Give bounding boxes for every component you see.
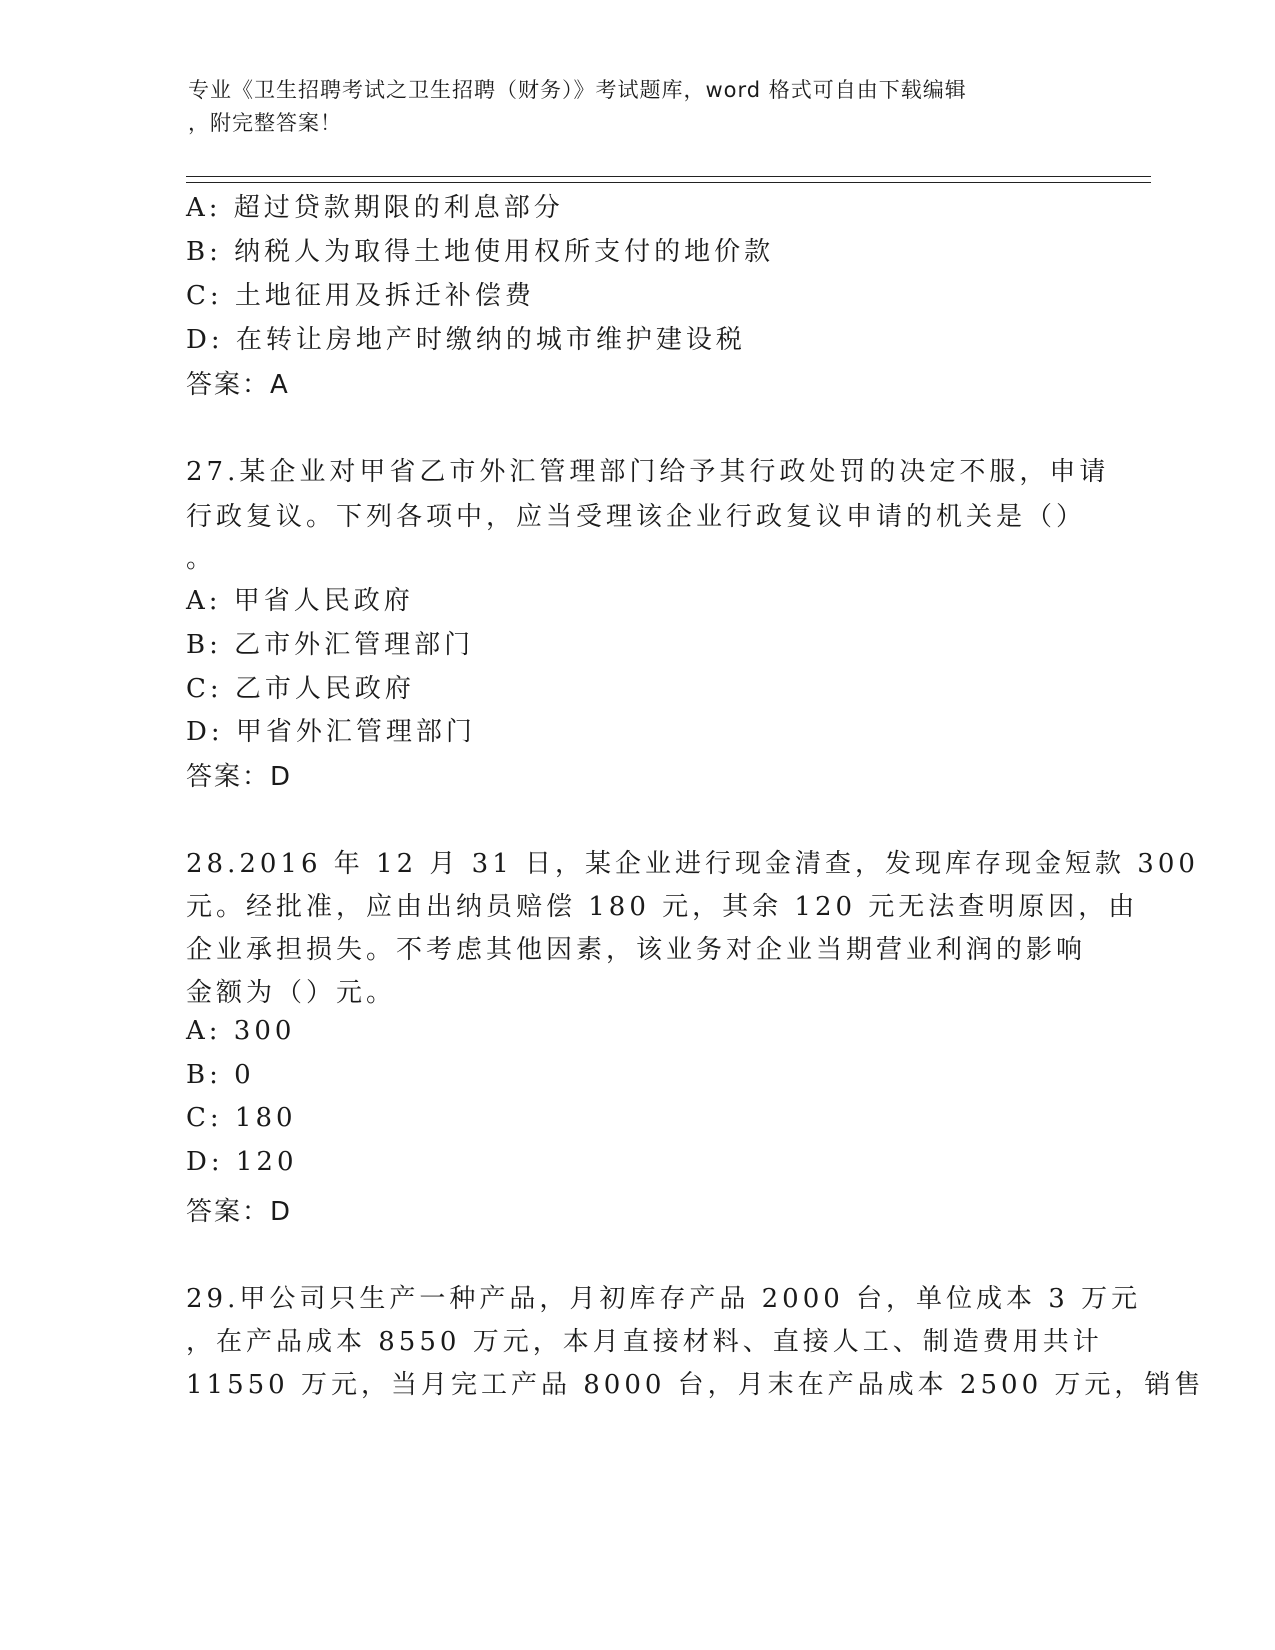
q28-stem-line-4: 金额为（）元。 bbox=[186, 978, 397, 1008]
q28-option-b: B: 0 bbox=[186, 1060, 255, 1090]
q27-answer: 答案：D bbox=[186, 762, 293, 792]
q26-option-b: B: 纳税人为取得土地使用权所支付的地价款 bbox=[186, 237, 775, 267]
q27-option-c: C: 乙市人民政府 bbox=[186, 674, 415, 704]
q29-stem-line-3: 11550 万元，当月完工产品 8000 台，月末在产品成本 2500 万元，销售 bbox=[186, 1370, 1205, 1400]
q28-stem-line-3: 企业承担损失。不考虑其他因素，该业务对企业当期营业利润的影响 bbox=[186, 935, 1087, 965]
q28-option-a: A: 300 bbox=[186, 1016, 296, 1046]
q26-option-c: C: 土地征用及拆迁补偿费 bbox=[186, 281, 535, 311]
q28-answer: 答案：D bbox=[186, 1197, 293, 1227]
q26-answer: 答案：A bbox=[186, 370, 290, 400]
q29-stem-line-1: 29.甲公司只生产一种产品，月初库存产品 2000 台，单位成本 3 万元 bbox=[186, 1284, 1142, 1314]
q27-stem-line-2: 行政复议。下列各项中，应当受理该企业行政复议申请的机关是（） bbox=[186, 502, 1087, 532]
q28-option-d: D: 120 bbox=[186, 1147, 298, 1177]
document-header bbox=[188, 74, 1088, 140]
q26-option-d: D: 在转让房地产时缴纳的城市维护建设税 bbox=[186, 325, 746, 355]
q28-option-c: C: 180 bbox=[186, 1103, 297, 1133]
q27-stem-line-1: 27.某企业对甲省乙市外汇管理部门给予其行政处罚的决定不服，申请 bbox=[186, 457, 1110, 487]
q27-option-b: B: 乙市外汇管理部门 bbox=[186, 630, 475, 660]
q27-option-d: D: 甲省外汇管理部门 bbox=[186, 717, 476, 747]
header-line-2: ，附完整答案！ bbox=[188, 111, 342, 135]
q27-option-a: A: 甲省人民政府 bbox=[186, 586, 414, 616]
header-line-1: 专业《卫生招聘考试之卫生招聘（财务）》考试题库，word 格式可自由下载编辑 bbox=[188, 78, 967, 102]
q28-stem-line-1: 28.2016 年 12 月 31 日，某企业进行现金清查，发现库存现金短款 300 bbox=[186, 849, 1199, 879]
header-divider-bottom bbox=[186, 182, 1151, 183]
header-divider-top bbox=[186, 176, 1151, 177]
q28-stem-line-2: 元。经批准，应由出纳员赔偿 180 元，其余 120 元无法查明原因，由 bbox=[186, 892, 1139, 922]
q27-stem-line-3: 。 bbox=[186, 544, 217, 574]
q26-option-a: A: 超过贷款期限的利息部分 bbox=[186, 193, 564, 223]
q29-stem-line-2: ，在产品成本 8550 万元，本月直接材料、直接人工、制造费用共计 bbox=[186, 1327, 1103, 1357]
